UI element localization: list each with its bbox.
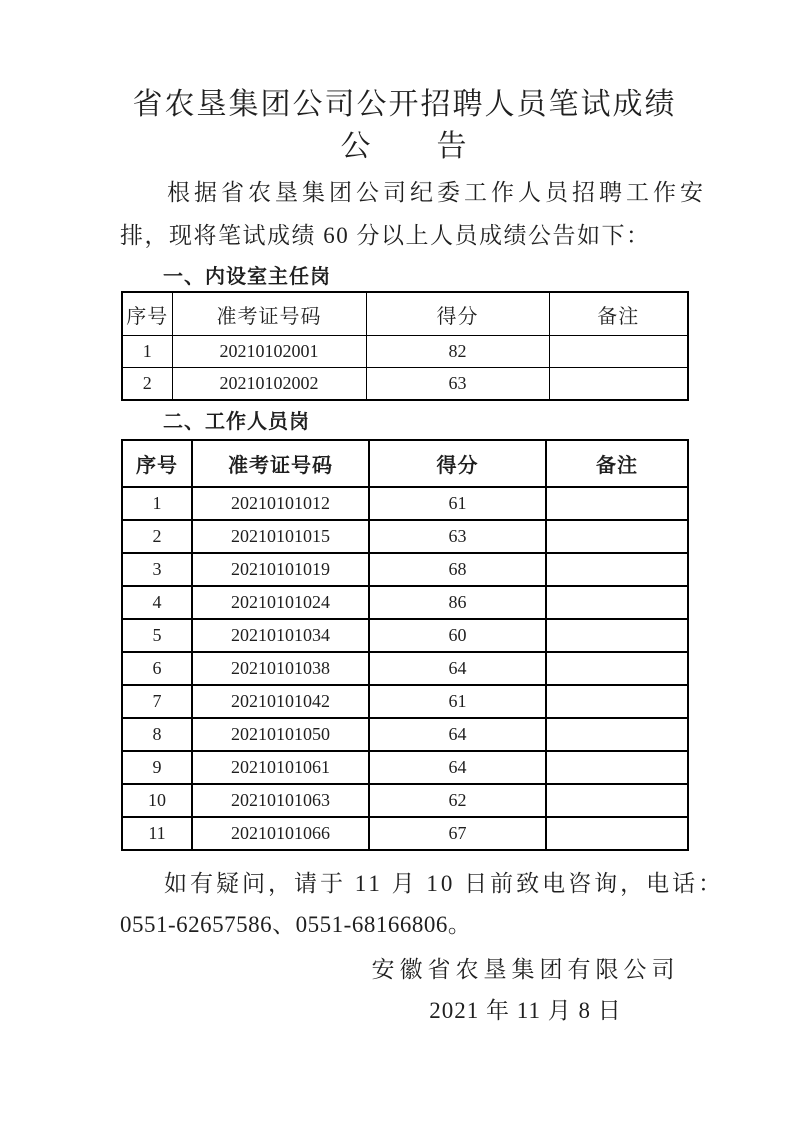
table-cell: 20210101024 <box>192 586 369 619</box>
table-cell <box>546 685 688 718</box>
table-cell: 20210101066 <box>192 817 369 850</box>
table-cell: 20210101061 <box>192 751 369 784</box>
table-cell <box>549 368 688 401</box>
table-row <box>122 553 688 586</box>
table-cell: 8 <box>122 718 192 751</box>
table-cell: 64 <box>369 751 546 784</box>
signature-block <box>120 949 703 1031</box>
table-cell: 9 <box>122 751 192 784</box>
table-row <box>122 817 688 850</box>
table-cell: 67 <box>369 817 546 850</box>
table-cell <box>546 817 688 850</box>
table-cell <box>546 718 688 751</box>
table-cell: 1 <box>122 336 172 368</box>
table-cell: 61 <box>369 487 546 520</box>
section-1-heading: 一、内设室主任岗 <box>163 264 331 288</box>
score-table-director-post <box>121 291 689 401</box>
intro-paragraph <box>120 171 707 257</box>
page-title-line-2: 公 告 <box>340 130 469 163</box>
intro-line-2: 排，现将笔试成绩 60 分以上人员成绩公告如下： <box>120 223 651 248</box>
table-row <box>122 586 688 619</box>
contact-phone-numbers: 0551-62657586、0551-68166806。 <box>120 912 472 937</box>
table-row <box>122 685 688 718</box>
table-cell: 63 <box>369 520 546 553</box>
table-cell: 11 <box>122 817 192 850</box>
table-cell <box>546 784 688 817</box>
table-cell: 63 <box>366 368 549 401</box>
table-cell: 64 <box>369 652 546 685</box>
column-header-ticket-number: 准考证号码 <box>172 292 366 336</box>
column-header-ticket-number: 准考证号码 <box>192 440 369 487</box>
table-cell <box>546 586 688 619</box>
table-cell: 2 <box>122 368 172 401</box>
table-row <box>122 520 688 553</box>
score-table-staff-post <box>121 439 689 851</box>
table-row <box>122 368 688 401</box>
table-cell: 82 <box>366 336 549 368</box>
table-cell: 20210101042 <box>192 685 369 718</box>
page-title <box>106 84 703 168</box>
column-header-score: 得分 <box>366 292 549 336</box>
table-cell: 20210101015 <box>192 520 369 553</box>
column-header-remarks: 备注 <box>549 292 688 336</box>
table-row <box>122 336 688 368</box>
table-cell <box>549 336 688 368</box>
page-title-line-1: 省农垦集团公司公开招聘人员笔试成绩 <box>132 88 677 121</box>
signature-date: 2021 年 11 月 8 日 <box>429 998 622 1023</box>
table-cell: 20210101063 <box>192 784 369 817</box>
table-cell: 20210101038 <box>192 652 369 685</box>
contact-paragraph <box>120 863 725 945</box>
table-cell: 4 <box>122 586 192 619</box>
table-cell: 20210101034 <box>192 619 369 652</box>
table-cell: 20210102002 <box>172 368 366 401</box>
table-cell <box>546 520 688 553</box>
table-cell: 68 <box>369 553 546 586</box>
table-cell: 60 <box>369 619 546 652</box>
table-row <box>122 751 688 784</box>
table-body <box>122 487 688 850</box>
table-cell <box>546 619 688 652</box>
table-cell: 10 <box>122 784 192 817</box>
table-cell: 3 <box>122 553 192 586</box>
section-2-heading: 二、工作人员岗 <box>163 409 310 433</box>
table-cell: 61 <box>369 685 546 718</box>
table-cell: 2 <box>122 520 192 553</box>
table-cell: 5 <box>122 619 192 652</box>
table-cell: 20210101050 <box>192 718 369 751</box>
table-cell: 20210101019 <box>192 553 369 586</box>
table-row <box>122 718 688 751</box>
table-cell: 20210101012 <box>192 487 369 520</box>
column-header-serial: 序号 <box>122 292 172 336</box>
table-cell <box>546 487 688 520</box>
table-cell: 64 <box>369 718 546 751</box>
intro-line-1: 根据省农垦集团公司纪委工作人员招聘工作安 <box>167 180 707 205</box>
signature-company: 安徽省农垦集团有限公司 <box>371 957 680 982</box>
column-header-remarks: 备注 <box>546 440 688 487</box>
table-cell <box>546 553 688 586</box>
table-cell: 20210102001 <box>172 336 366 368</box>
table-header-row <box>122 440 688 487</box>
contact-line-1: 如有疑问，请于 11 月 10 日前致电咨询，电话： <box>164 871 725 896</box>
table-row <box>122 784 688 817</box>
table-cell: 7 <box>122 685 192 718</box>
table-row <box>122 487 688 520</box>
table-row <box>122 619 688 652</box>
column-header-score: 得分 <box>369 440 546 487</box>
table-cell <box>546 652 688 685</box>
table-cell: 1 <box>122 487 192 520</box>
table-cell <box>546 751 688 784</box>
table-row <box>122 652 688 685</box>
table-header-row <box>122 292 688 336</box>
table-cell: 6 <box>122 652 192 685</box>
column-header-serial: 序号 <box>122 440 192 487</box>
table-body <box>122 336 688 401</box>
table-cell: 86 <box>369 586 546 619</box>
table-cell: 62 <box>369 784 546 817</box>
